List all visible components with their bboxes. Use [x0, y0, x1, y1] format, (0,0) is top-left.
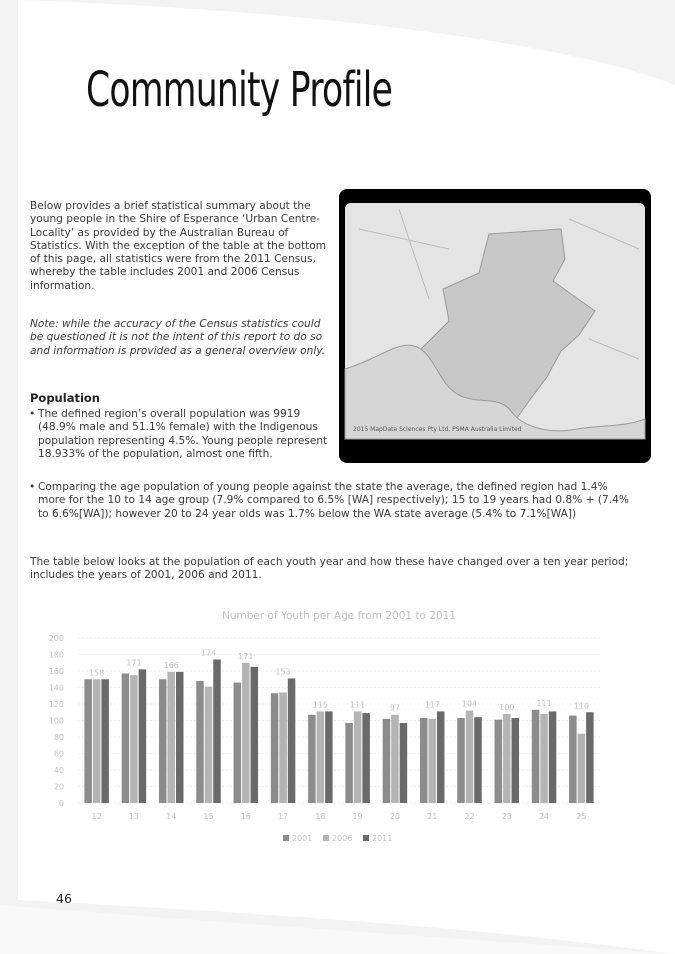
table-intro: The table below looks at the population of each youth year and how these have changed over a ten year period; includes the years of 2001, 2006 and 2011. [30, 556, 629, 582]
y-tick-label: 200 [48, 634, 64, 643]
data-label: 97 [389, 703, 401, 713]
x-tick-label: 20 [389, 812, 401, 821]
y-tick-label: 160 [48, 667, 64, 676]
bar-2011 [437, 711, 445, 803]
x-tick-label: 23 [501, 812, 512, 821]
data-label: 111 [536, 698, 552, 708]
bar-2011 [362, 713, 370, 803]
bar-2011 [325, 711, 333, 803]
bar-2001 [271, 693, 279, 803]
x-tick-label: 17 [277, 812, 289, 821]
x-tick-label: 16 [240, 812, 251, 821]
y-tick-label: 140 [48, 683, 64, 693]
bar-2006 [540, 714, 548, 803]
bar-2006 [354, 711, 362, 803]
data-label: 174 [200, 648, 217, 658]
bar-2001 [196, 681, 204, 803]
region-map [339, 189, 651, 463]
intro-paragraph: Below provides a brief statistical summary about the young people in the Shire of Esperance ‘Urban Centre-Locality’ as provided by the Australian Bureau of Statistics. With the exception of the table at the bottom of this page, all statistics were from the 2011 Census, whereby the table includes 2001 and 2006 Census information. [30, 200, 327, 292]
bar-2001 [122, 673, 130, 803]
bar-2006 [279, 692, 287, 803]
bullet-text: The defined region’s overall population was 9919 (48.9% male and 51.1% female) with the Indigenous population representing 4.5%. Young people represent 18.933% of the population, almost one fifth. [38, 408, 328, 460]
data-label: 166 [163, 660, 179, 670]
bar-2011 [474, 717, 482, 803]
x-tick-label: 12 [91, 812, 102, 821]
bar-2001 [345, 723, 353, 803]
data-label: 111 [350, 700, 366, 710]
bar-2001 [308, 715, 316, 803]
bar-2001 [420, 718, 428, 803]
population-heading: Population [30, 391, 100, 405]
bullet-dot: • [29, 481, 36, 493]
x-tick-label: 21 [427, 812, 438, 821]
bar-2011 [400, 723, 408, 803]
bullet-text: Comparing the age population of young people against the state the average, the defined region had 1.4% more for the 10 to 14 age group (7.9% compared to 6.5% [WA] respectively); 15 to 19 years had 0.8% + (7.4% to 6.6%[WA]); however 20 to 24 year olds was 1.7% below the WA state average (5.4% to 7.1%[WA]) [38, 481, 629, 520]
bar-2011 [586, 712, 594, 803]
bar-2011 [101, 679, 109, 803]
bar-2001 [383, 719, 391, 803]
legend-label: 2006 [332, 834, 353, 843]
bullet-dot: • [29, 408, 36, 420]
data-label: 171 [238, 651, 254, 661]
data-label: 110 [573, 701, 589, 711]
bar-2011 [251, 667, 258, 803]
bar-2001 [234, 683, 242, 803]
y-tick-label: 40 [53, 766, 64, 775]
bar-2001 [457, 718, 465, 803]
bar-2001 [495, 720, 503, 803]
x-tick-label: 18 [315, 812, 326, 821]
bar-2006 [130, 675, 138, 803]
population-bullet [29, 408, 330, 461]
y-tick-label: 100 [48, 716, 64, 726]
bar-2001 [159, 679, 167, 803]
legend-swatch-2006 [323, 835, 329, 841]
legend-label: 2001 [292, 834, 313, 843]
x-tick-label: 19 [352, 812, 363, 821]
bar-2001 [532, 710, 540, 803]
bar-2011 [288, 678, 296, 803]
x-tick-label: 25 [576, 812, 587, 821]
region-map-graphic [339, 189, 651, 463]
data-label: 158 [89, 668, 105, 678]
y-tick-label: 60 [53, 749, 64, 759]
bar-2011 [139, 669, 147, 803]
x-tick-label: 13 [128, 812, 140, 821]
y-tick-label: 180 [48, 650, 64, 660]
bar-2006 [428, 719, 436, 803]
data-label: 104 [461, 699, 478, 709]
x-tick-label: 24 [538, 812, 550, 821]
youth-age-chart [40, 605, 620, 850]
legend-swatch-2001 [283, 835, 289, 841]
data-label: 100 [499, 702, 515, 712]
bar-2006 [391, 715, 399, 803]
bar-2001 [569, 716, 577, 803]
map-copyright: 2015 MapData Sciences Pty Ltd, PSMA Australia Limited [353, 426, 522, 433]
bar-2006 [242, 663, 250, 803]
y-tick-label: 0 [58, 799, 64, 808]
bar-2006 [578, 734, 586, 803]
y-tick-label: 20 [53, 782, 64, 792]
population-bullet [29, 481, 638, 521]
data-label: 117 [424, 700, 440, 710]
bar-2001 [84, 679, 92, 803]
x-tick-label: 14 [166, 812, 177, 821]
bar-2011 [549, 711, 557, 803]
page-number: 46 [56, 891, 72, 906]
data-label: 171 [126, 658, 142, 668]
bar-2006 [466, 711, 474, 803]
bar-2011 [176, 672, 184, 803]
legend-label: 2011 [372, 834, 393, 843]
bar-2006 [205, 687, 213, 803]
x-tick-label: 15 [203, 812, 214, 821]
bar-2006 [93, 679, 101, 803]
data-label: 115 [312, 700, 328, 710]
census-note: Note: while the accuracy of the Census statistics could be questioned it is not the intent of this report to do so and information is provided as a general overview only. [30, 318, 326, 357]
y-tick-label: 80 [53, 733, 64, 742]
bar-2006 [503, 714, 511, 803]
bar-2011 [213, 659, 221, 803]
x-tick-label: 22 [464, 812, 475, 821]
bar-2006 [167, 672, 175, 803]
legend-swatch-2011 [363, 835, 369, 841]
page-title: Community Profile [86, 62, 393, 118]
bar-2006 [317, 711, 325, 803]
data-label: 153 [275, 667, 291, 677]
y-tick-label: 120 [48, 700, 64, 709]
bar-2011 [512, 718, 520, 803]
chart-title: Number of Youth per Age from 2001 to 2011 [221, 610, 457, 622]
